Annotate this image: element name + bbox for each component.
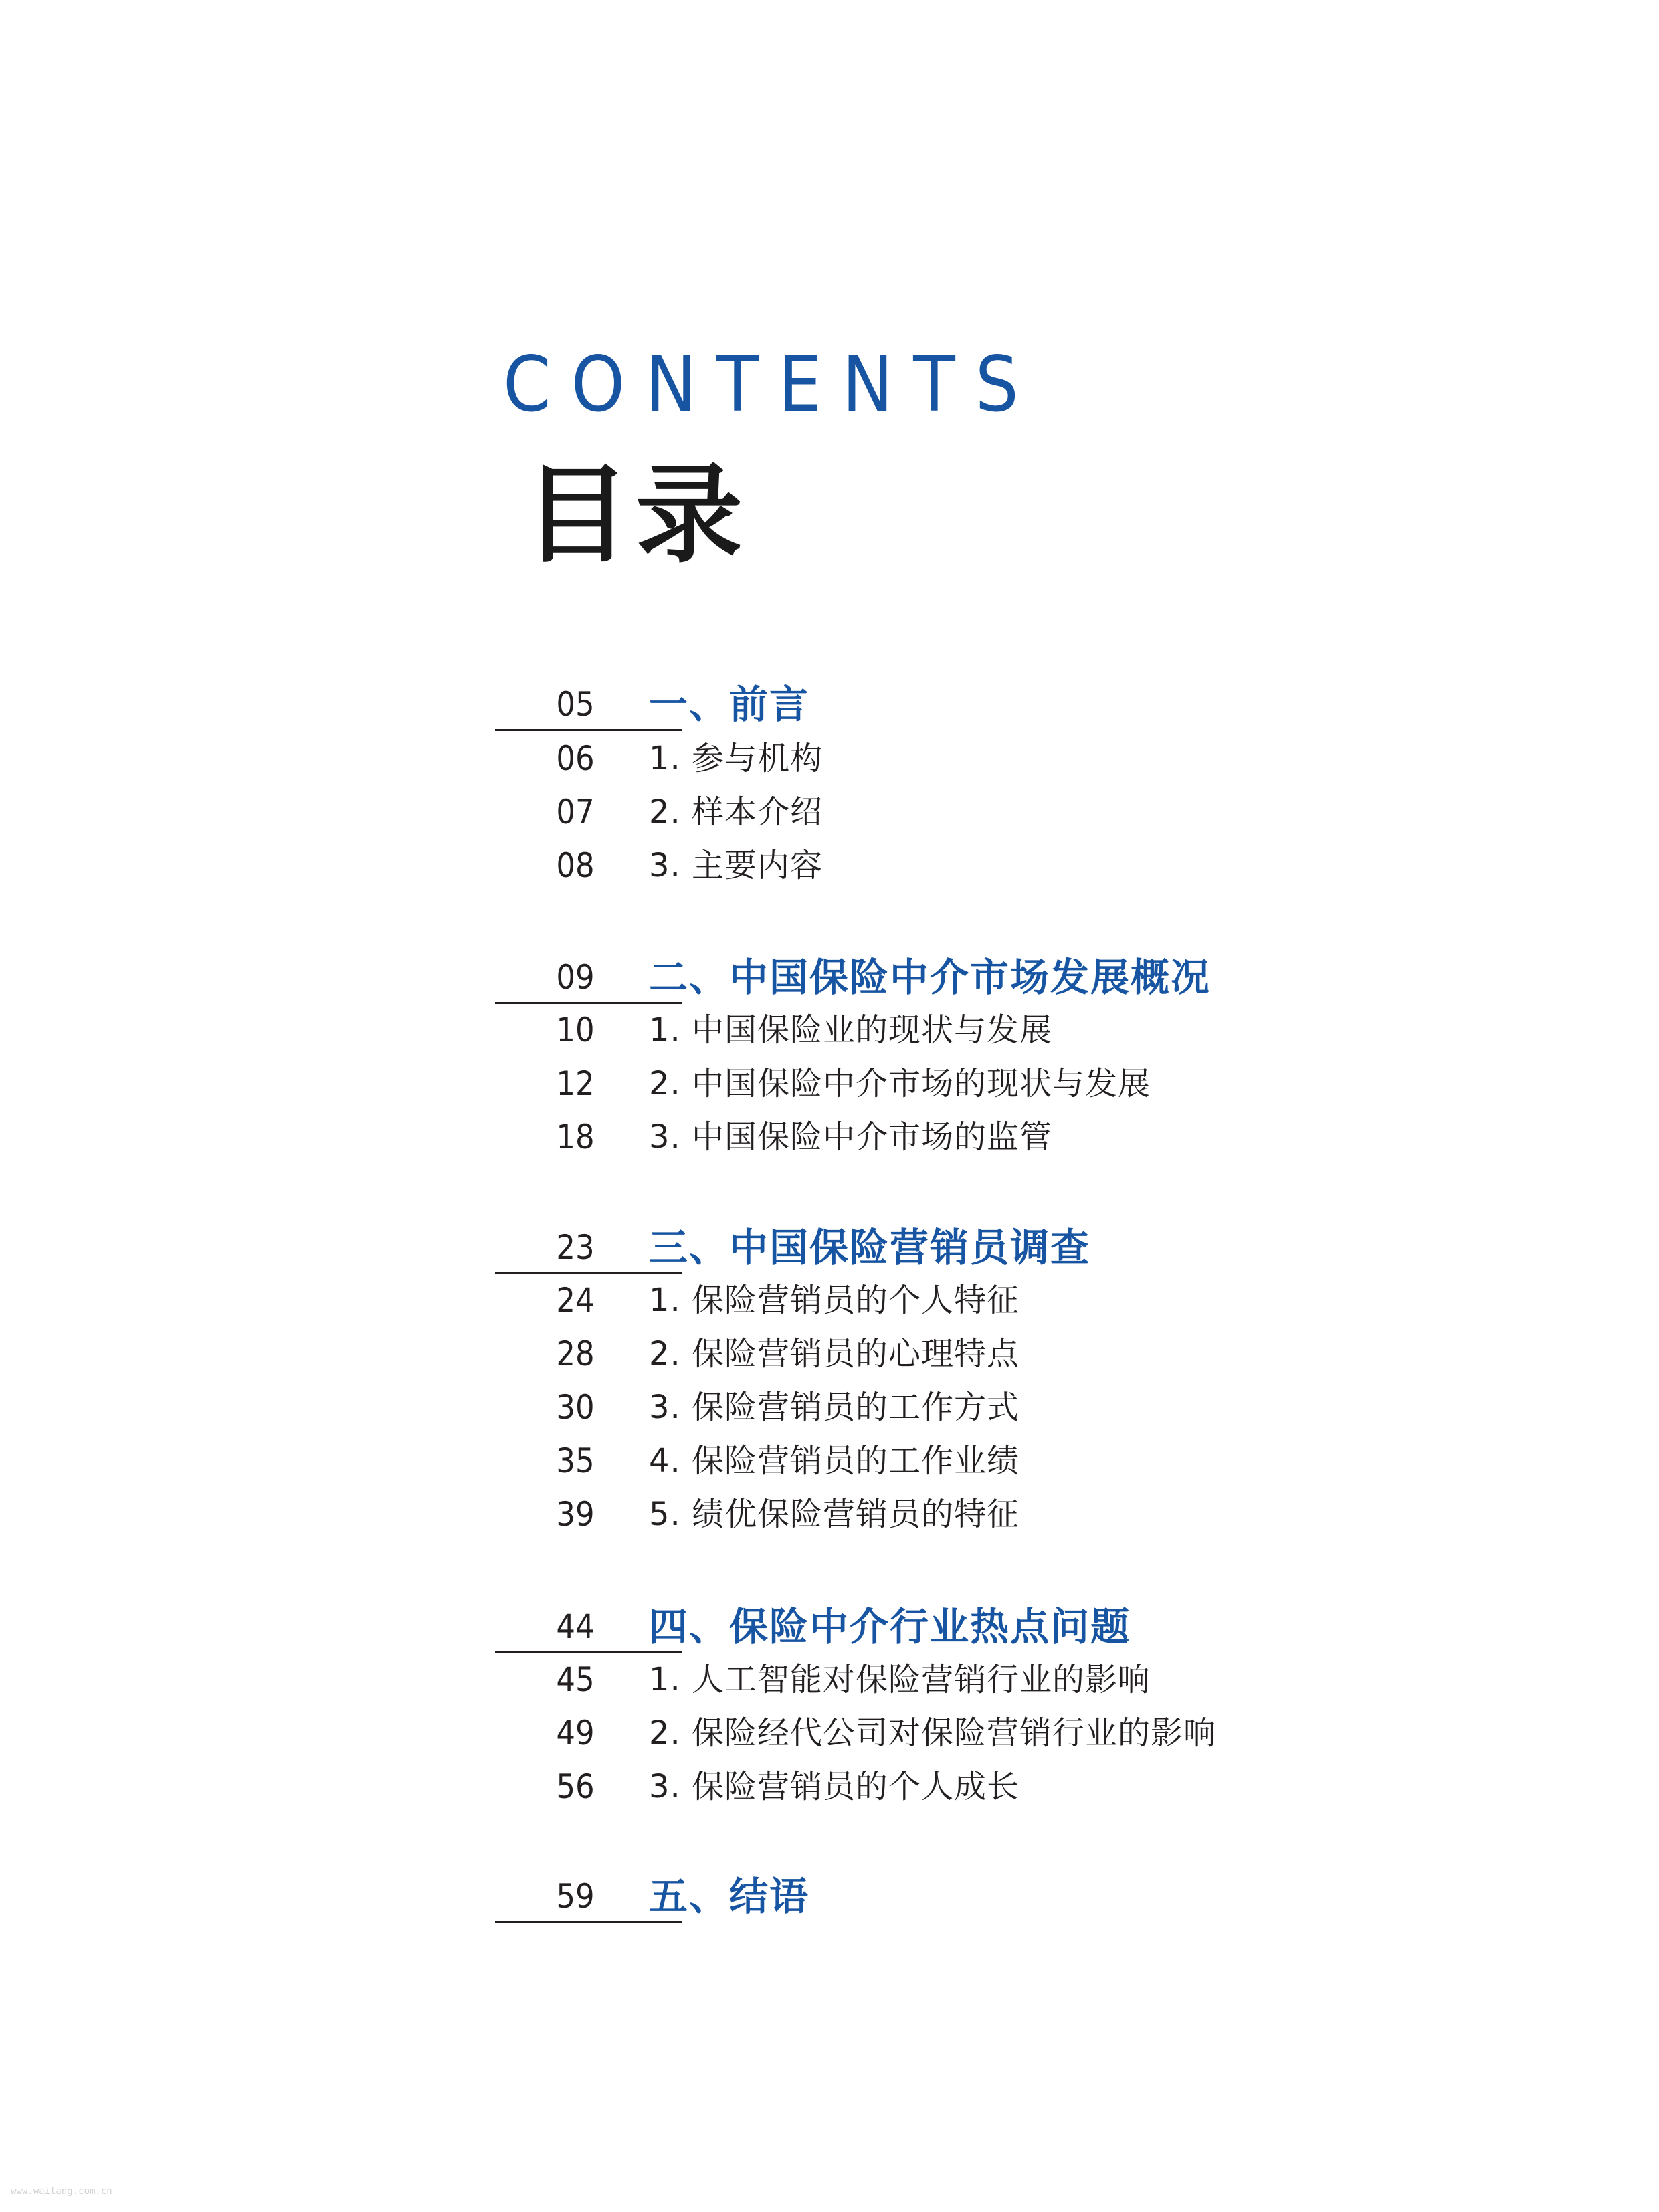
item-title: 2. 保险经代公司对保险营销行业的影响 xyxy=(649,1714,1217,1752)
item-title: 2. 中国保险中介市场的现状与发展 xyxy=(649,1065,1151,1102)
toc-item[interactable] xyxy=(495,1653,1432,1706)
section-page-number: 23 xyxy=(556,1228,595,1267)
section-title: 四、保险中介行业热点问题 xyxy=(649,1604,1131,1649)
item-title: 3. 中国保险中介市场的监管 xyxy=(649,1118,1053,1156)
item-title: 3. 保险营销员的个人成长 xyxy=(649,1768,1020,1805)
toc-item[interactable] xyxy=(495,1434,1432,1488)
item-page-number: 10 xyxy=(556,1011,595,1049)
section-page-number: 59 xyxy=(556,1877,595,1916)
section-page-number: 09 xyxy=(556,958,595,997)
item-page-number: 45 xyxy=(556,1660,595,1699)
table-of-contents xyxy=(495,0,1432,2212)
toc-section-5[interactable] xyxy=(495,1870,1432,1923)
item-title: 1. 中国保险业的现状与发展 xyxy=(649,1011,1053,1049)
item-title: 2. 样本介绍 xyxy=(649,793,823,831)
toc-item[interactable] xyxy=(495,1110,1432,1164)
item-title: 3. 保险营销员的工作方式 xyxy=(649,1389,1020,1426)
toc-item[interactable] xyxy=(495,1057,1432,1110)
watermark-text: www.waitang.com.cn xyxy=(11,2186,112,2197)
item-title: 1. 保险营销员的个人特征 xyxy=(649,1282,1020,1319)
toc-item[interactable] xyxy=(495,1706,1432,1760)
item-page-number: 39 xyxy=(556,1495,595,1534)
section-title: 一、前言 xyxy=(649,682,810,727)
item-page-number: 49 xyxy=(556,1714,595,1752)
toc-section-4[interactable] xyxy=(495,1600,1432,1653)
item-page-number: 18 xyxy=(556,1118,595,1157)
item-title: 2. 保险营销员的心理特点 xyxy=(649,1335,1020,1373)
toc-item[interactable] xyxy=(495,1274,1432,1327)
item-page-number: 56 xyxy=(556,1767,595,1806)
toc-item[interactable] xyxy=(495,839,1432,892)
toc-item[interactable] xyxy=(495,732,1432,785)
item-title: 1. 参与机构 xyxy=(649,740,823,777)
toc-section-3[interactable] xyxy=(495,1221,1432,1274)
section-title: 五、结语 xyxy=(649,1874,810,1919)
toc-item[interactable] xyxy=(495,1488,1432,1541)
section-title: 三、中国保险营销员调查 xyxy=(649,1225,1091,1270)
item-title: 5. 绩优保险营销员的特征 xyxy=(649,1496,1020,1533)
section-title: 二、中国保险中介市场发展概况 xyxy=(649,954,1211,1000)
item-page-number: 24 xyxy=(556,1281,595,1320)
toc-item[interactable] xyxy=(495,1003,1432,1057)
item-title: 4. 保险营销员的工作业绩 xyxy=(649,1442,1020,1480)
toc-item[interactable] xyxy=(495,785,1432,839)
toc-item[interactable] xyxy=(495,1760,1432,1813)
item-page-number: 30 xyxy=(556,1388,595,1427)
section-page-number: 05 xyxy=(556,685,595,724)
item-page-number: 28 xyxy=(556,1334,595,1373)
toc-item[interactable] xyxy=(495,1381,1432,1434)
item-title: 1. 人工智能对保险营销行业的影响 xyxy=(649,1661,1151,1698)
item-page-number: 08 xyxy=(556,846,595,885)
page-title: 目录 xyxy=(523,452,749,577)
item-page-number: 06 xyxy=(556,739,595,778)
item-page-number: 12 xyxy=(556,1064,595,1103)
item-title: 3. 主要内容 xyxy=(649,847,823,884)
section-page-number: 44 xyxy=(556,1607,595,1646)
toc-item[interactable] xyxy=(495,1327,1432,1381)
item-page-number: 07 xyxy=(556,793,595,831)
section-divider xyxy=(495,729,682,731)
contents-heading: CONTENTS xyxy=(503,340,1039,429)
toc-section-2[interactable] xyxy=(495,950,1432,1004)
section-divider xyxy=(495,1921,682,1923)
toc-section-1[interactable] xyxy=(495,678,1432,731)
item-page-number: 35 xyxy=(556,1441,595,1480)
